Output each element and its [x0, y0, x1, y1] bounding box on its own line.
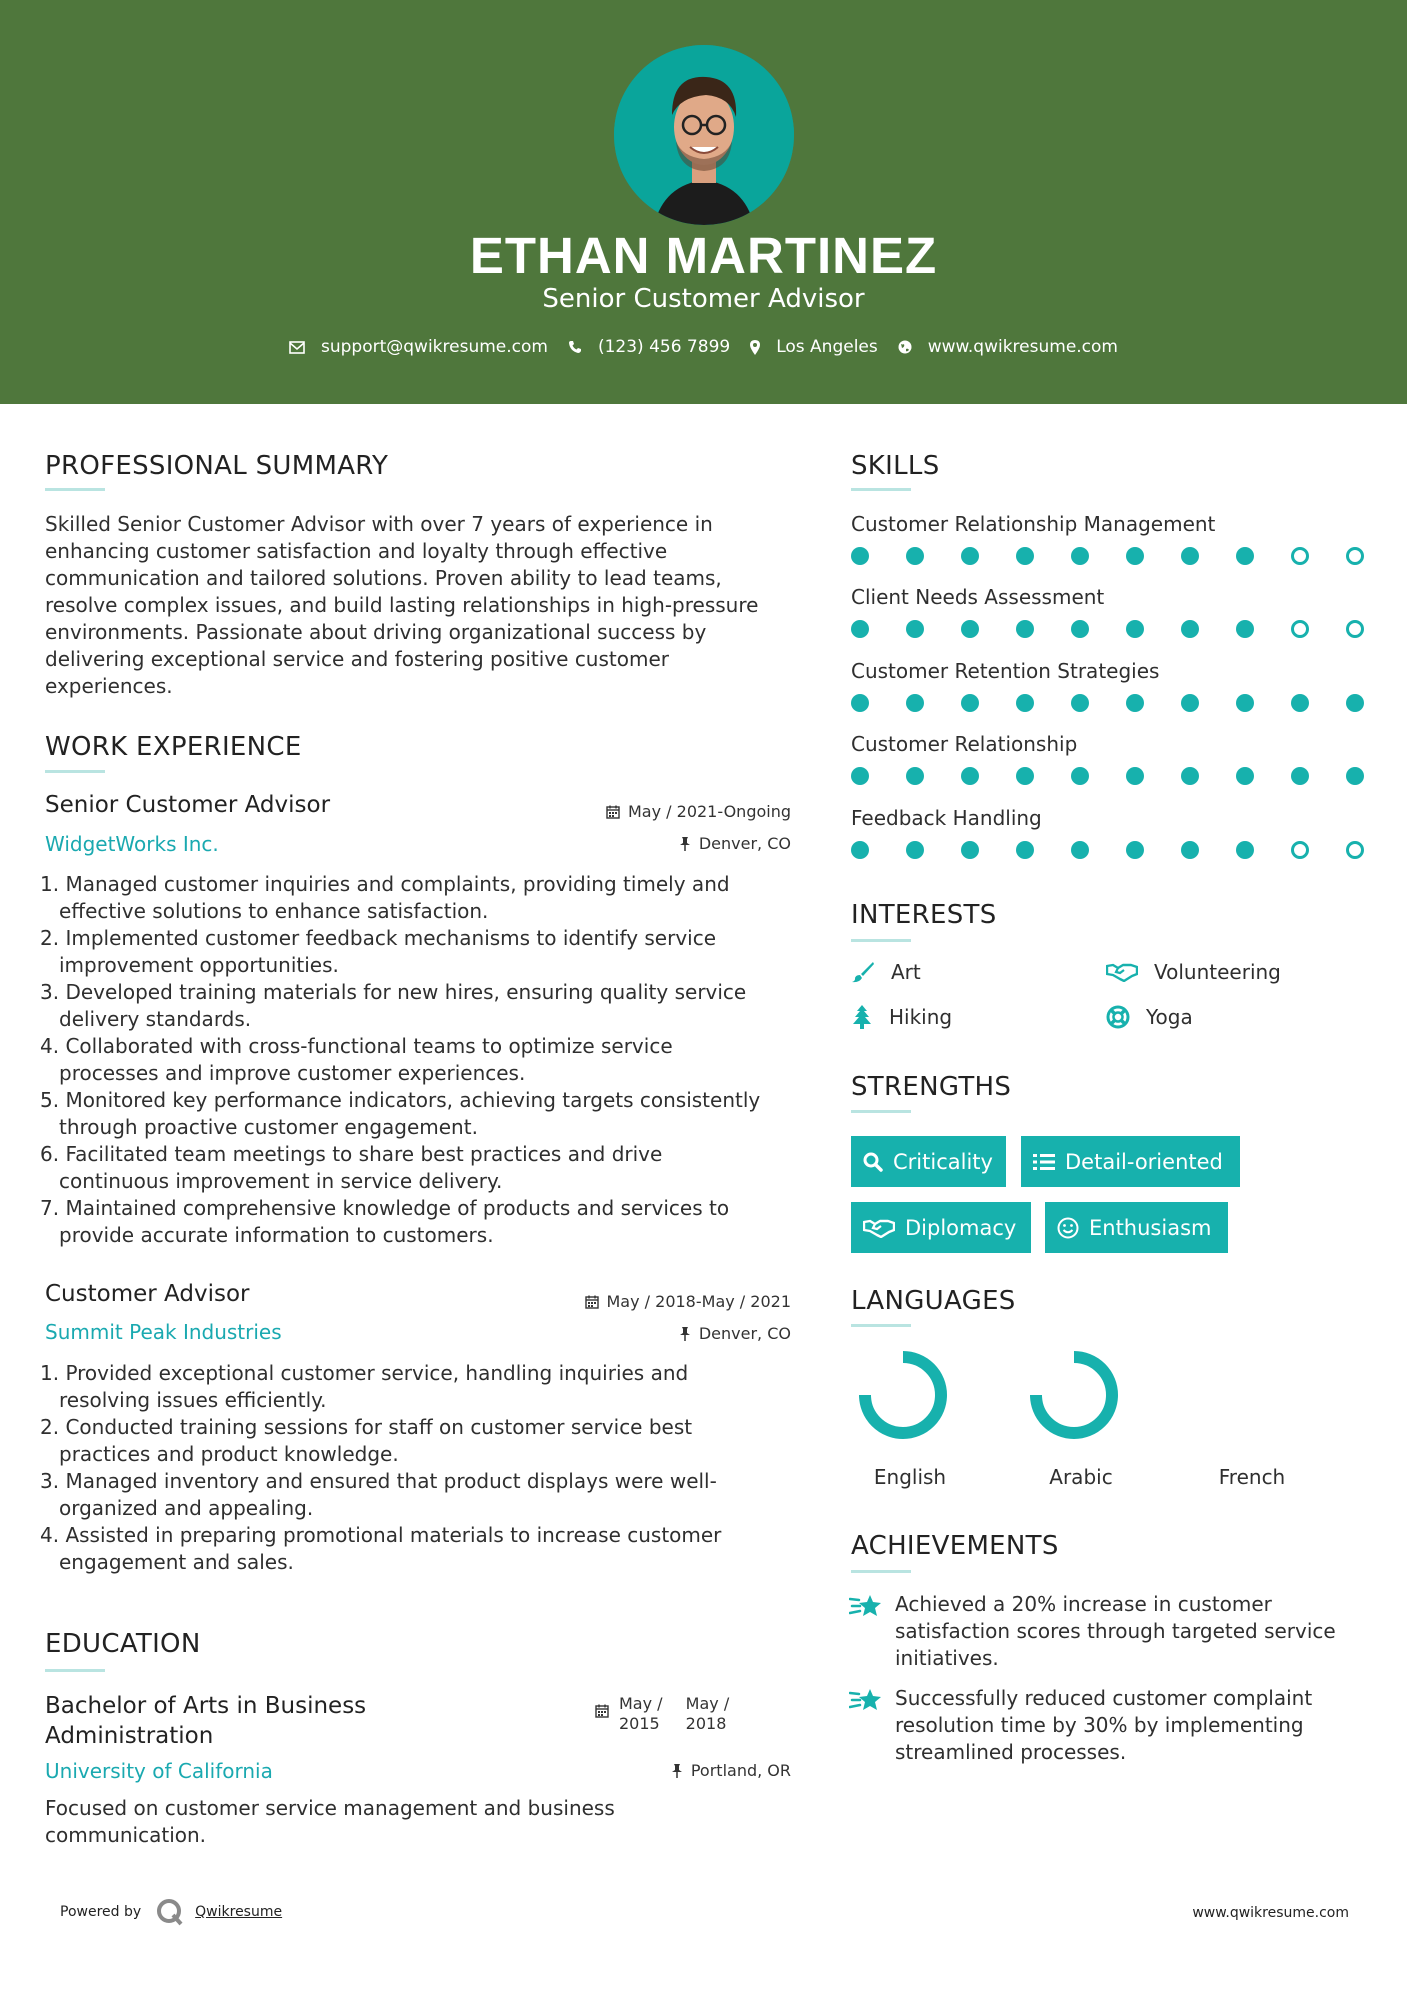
rating-dot-filled: [1016, 767, 1034, 785]
rating-dot-filled: [1126, 767, 1144, 785]
pushpin-icon: [671, 1764, 683, 1778]
interest-label: Volunteering: [1154, 960, 1281, 984]
strengths-heading: STRENGTHS: [851, 1072, 1012, 1102]
interest-item: [851, 960, 921, 984]
pushpin-icon: [679, 837, 691, 851]
job-location-text: Denver, CO: [698, 834, 791, 853]
rating-dot-filled: [1126, 620, 1144, 638]
summary-line: delivering exceptional service and fostering positive customer: [45, 647, 669, 671]
interest-label: Yoga: [1146, 1005, 1193, 1029]
phone-text: (123) 456 7899: [597, 337, 731, 357]
contact-location: [750, 337, 878, 357]
strength-label: Diplomacy: [905, 1215, 1017, 1240]
list-icon: [1033, 1153, 1055, 1171]
job-location: [679, 1324, 791, 1343]
heading-underline: [45, 488, 105, 491]
summary-line: environments. Passionate about driving organizational success by: [45, 620, 707, 644]
strength-tag: [1021, 1136, 1240, 1187]
rating-dot-filled: [1126, 694, 1144, 712]
summary-line: experiences.: [45, 674, 173, 698]
interest-item: [1106, 1005, 1193, 1029]
summary-text: [45, 511, 758, 700]
heading-underline: [851, 488, 911, 491]
rating-dot-filled: [1346, 694, 1364, 712]
list-item: 1. Managed customer inquiries and complaints, providing timely and effective solutions to enhance satisfaction.: [40, 872, 730, 923]
rating-dot-empty: [1291, 620, 1309, 638]
rating-dot-filled: [1181, 767, 1199, 785]
search-icon: [863, 1152, 883, 1172]
education-dates: [595, 1694, 729, 1734]
job-dates: [585, 1292, 792, 1311]
rating-dot-filled: [1181, 841, 1199, 859]
heading-underline: [851, 1324, 911, 1327]
rating-dot-filled: [1126, 841, 1144, 859]
person-portrait-icon: [614, 45, 794, 225]
list-item: 6. Facilitated team meetings to share best practices and drive continuous improvement in service delivery.: [40, 1142, 663, 1193]
job-location: [679, 834, 791, 853]
shooting-star-icon: [849, 1687, 883, 1713]
job-title: Senior Customer Advisor: [45, 792, 331, 818]
list-item: 3. Developed training materials for new hires, ensuring quality service delivery standards.: [40, 980, 747, 1031]
job-location-text: Denver, CO: [698, 1324, 791, 1343]
globe-icon: [898, 340, 912, 354]
end-date: May / 2018: [685, 1694, 730, 1733]
handshake-icon: [863, 1218, 895, 1238]
smile-icon: [1057, 1217, 1079, 1239]
rating-dot-filled: [851, 767, 869, 785]
skill-name: Feedback Handling: [851, 806, 1042, 830]
language-name: English: [873, 1465, 947, 1489]
education-location: [671, 1761, 791, 1780]
list-item: 1. Provided exceptional customer service, handling inquiries and resolving issues efficiently.: [40, 1361, 689, 1412]
date-separator: [675, 1694, 680, 1734]
paintbrush-icon: [851, 961, 875, 983]
interest-label: Hiking: [889, 1005, 953, 1029]
rating-dot-filled: [961, 547, 979, 565]
rating-dot-filled: [1346, 767, 1364, 785]
rating-dot-filled: [961, 841, 979, 859]
strength-label: Criticality: [893, 1149, 993, 1174]
heading-underline: [45, 770, 105, 773]
list-item: 5. Monitored key performance indicators, achieving targets consistently through proactive customer engagement.: [40, 1088, 761, 1139]
brand-link[interactable]: Qwikresume: [195, 1904, 283, 1920]
contact-bar: [0, 337, 1407, 357]
rating-dot-filled: [1016, 841, 1034, 859]
phone-icon: [568, 340, 582, 354]
rating-dot-filled: [1071, 620, 1089, 638]
calendar-icon: [606, 805, 620, 819]
achievements-heading: ACHIEVEMENTS: [851, 1531, 1059, 1561]
description-line: communication.: [45, 1823, 207, 1847]
list-item: 2. Implemented customer feedback mechanisms to identify service improvement opportunities.: [40, 926, 717, 977]
rating-dot-empty: [1346, 547, 1364, 565]
rating-dot-filled: [1236, 841, 1254, 859]
summary-line: enhancing customer satisfaction and loyalty through effective: [45, 539, 668, 563]
experience-heading: WORK EXPERIENCE: [45, 732, 302, 762]
education-location-text: Portland, OR: [690, 1761, 791, 1780]
education-heading: EDUCATION: [45, 1629, 201, 1659]
rating-dot-filled: [906, 547, 924, 565]
company-name[interactable]: Summit Peak Industries: [45, 1320, 282, 1344]
rating-dot-filled: [1071, 547, 1089, 565]
rating-dot-filled: [1291, 694, 1309, 712]
language-gauge-english: [865, 1357, 941, 1433]
degree-line: Bachelor of Arts in Business: [45, 1693, 367, 1719]
rating-dot-filled: [906, 767, 924, 785]
email-text: support@qwikresume.com: [321, 337, 548, 357]
start-date: May / 2015: [619, 1694, 663, 1733]
description-line: Focused on customer service management and business: [45, 1796, 615, 1820]
rating-dot-filled: [1016, 694, 1034, 712]
company-name[interactable]: WidgetWorks Inc.: [45, 832, 219, 856]
rating-dot-filled: [851, 841, 869, 859]
qwikresume-logo-icon: [155, 1897, 185, 1927]
rating-dot-empty: [1291, 547, 1309, 565]
rating-dot-filled: [1236, 620, 1254, 638]
rating-dot-empty: [1346, 841, 1364, 859]
job-responsibilities: [40, 1360, 721, 1576]
summary-line: communication and tailored solutions. Proven ability to lead teams,: [45, 566, 722, 590]
interests-heading: INTERESTS: [851, 900, 997, 930]
handshake-icon: [1106, 962, 1138, 982]
skills-heading: SKILLS: [851, 451, 940, 481]
rating-dot-filled: [961, 767, 979, 785]
language-name: Arabic: [1049, 1465, 1113, 1489]
language-gauges: [850, 1345, 1190, 1445]
job-dates-text: May / 2021-Ongoing: [628, 802, 791, 821]
heading-underline: [851, 1110, 911, 1113]
rating-dot-filled: [1126, 547, 1144, 565]
rating-dot-filled: [1236, 694, 1254, 712]
achievement-item: [849, 1685, 1312, 1766]
calendar-icon: [595, 1704, 609, 1718]
job-dates: [606, 802, 791, 821]
powered-by-text: Powered by: [60, 1904, 142, 1920]
rating-dot-filled: [1071, 694, 1089, 712]
heading-underline: [851, 1570, 911, 1573]
list-item: 4. Collaborated with cross-functional teams to optimize service processes and improve customer experiences.: [40, 1034, 673, 1085]
rating-dot-filled: [1291, 767, 1309, 785]
language-name: French: [1218, 1465, 1286, 1489]
language-gauge-arabic: [1036, 1357, 1112, 1433]
rating-dot-filled: [961, 620, 979, 638]
degree-title: [45, 1691, 366, 1751]
skill-name: Client Needs Assessment: [851, 585, 1105, 609]
calendar-icon: [585, 1295, 599, 1309]
profile-photo: [614, 45, 794, 225]
strength-tag: [1045, 1202, 1228, 1253]
shooting-star-icon: [849, 1593, 883, 1619]
strength-tag: [851, 1136, 1006, 1187]
skill-name: Customer Relationship Management: [851, 512, 1216, 536]
languages-heading: LANGUAGES: [851, 1286, 1016, 1316]
summary-line: Skilled Senior Customer Advisor with over 7 years of experience in: [45, 512, 713, 536]
website-text: www.qwikresume.com: [927, 337, 1118, 357]
interest-item: [1106, 960, 1281, 984]
rating-dot-filled: [1071, 767, 1089, 785]
rating-dot-filled: [906, 694, 924, 712]
rating-dot-filled: [1016, 620, 1034, 638]
heading-underline: [45, 1669, 105, 1672]
achievement-item: [849, 1591, 1336, 1672]
map-pin-icon: [750, 340, 760, 355]
strength-label: Enthusiasm: [1089, 1215, 1212, 1240]
rating-dot-filled: [906, 620, 924, 638]
rating-dot-filled: [1071, 841, 1089, 859]
job-dates-text: May / 2018-May / 2021: [606, 1292, 791, 1311]
rating-dot-filled: [1181, 547, 1199, 565]
summary-line: resolve complex issues, and build lasting relationships in high-pressure: [45, 593, 759, 617]
rating-dot-filled: [851, 620, 869, 638]
footer-powered-by: [60, 1897, 282, 1927]
header-banner: [0, 0, 1407, 404]
degree-line: Administration: [45, 1723, 214, 1749]
contact-website[interactable]: [898, 337, 1118, 357]
envelope-icon: [289, 341, 305, 354]
rating-dot-filled: [851, 547, 869, 565]
rating-dot-filled: [1016, 547, 1034, 565]
rating-dot-empty: [1346, 620, 1364, 638]
rating-dot-empty: [1291, 841, 1309, 859]
rating-dot-filled: [961, 694, 979, 712]
tree-icon: [851, 1005, 873, 1029]
pushpin-icon: [679, 1327, 691, 1341]
summary-heading: PROFESSIONAL SUMMARY: [45, 451, 389, 481]
achievement-text: Successfully reduced customer complaint resolution time by 30% by implementing streamlined processes.: [895, 1686, 1313, 1764]
education-description: [45, 1795, 615, 1849]
interest-item: [851, 1005, 952, 1029]
school-name[interactable]: University of California: [45, 1759, 273, 1783]
candidate-name: ETHAN MARTINEZ: [469, 227, 938, 284]
skill-name: Customer Retention Strategies: [851, 659, 1160, 683]
achievement-text: Achieved a 20% increase in customer satisfaction scores through targeted service initiatives.: [895, 1592, 1336, 1670]
strength-label: Detail-oriented: [1065, 1149, 1223, 1174]
footer-website[interactable]: www.qwikresume.com: [1192, 1905, 1349, 1921]
heading-underline: [851, 939, 911, 942]
rating-dot-filled: [851, 694, 869, 712]
rating-dot-filled: [1236, 767, 1254, 785]
rating-dot-filled: [1181, 620, 1199, 638]
life-ring-icon: [1106, 1005, 1130, 1029]
rating-dot-filled: [906, 841, 924, 859]
contact-phone[interactable]: [568, 337, 730, 357]
job-title: Customer Advisor: [45, 1281, 250, 1307]
interest-label: Art: [891, 960, 921, 984]
skill-name: Customer Relationship: [851, 732, 1078, 756]
list-item: 3. Managed inventory and ensured that product displays were well- organized and appealing.: [40, 1469, 717, 1520]
location-text: Los Angeles: [776, 337, 878, 357]
candidate-title: Senior Customer Advisor: [542, 284, 865, 314]
rating-dot-filled: [1236, 547, 1254, 565]
strength-tag: [851, 1202, 1031, 1253]
contact-email[interactable]: [289, 337, 548, 357]
rating-dot-filled: [1181, 694, 1199, 712]
list-item: 2. Conducted training sessions for staff on customer service best practices and product knowledge.: [40, 1415, 693, 1466]
job-responsibilities: [40, 871, 760, 1249]
list-item: 4. Assisted in preparing promotional materials to increase customer engagement and sales.: [40, 1523, 722, 1574]
list-item: 7. Maintained comprehensive knowledge of products and services to provide accurate information to customers.: [40, 1196, 730, 1247]
